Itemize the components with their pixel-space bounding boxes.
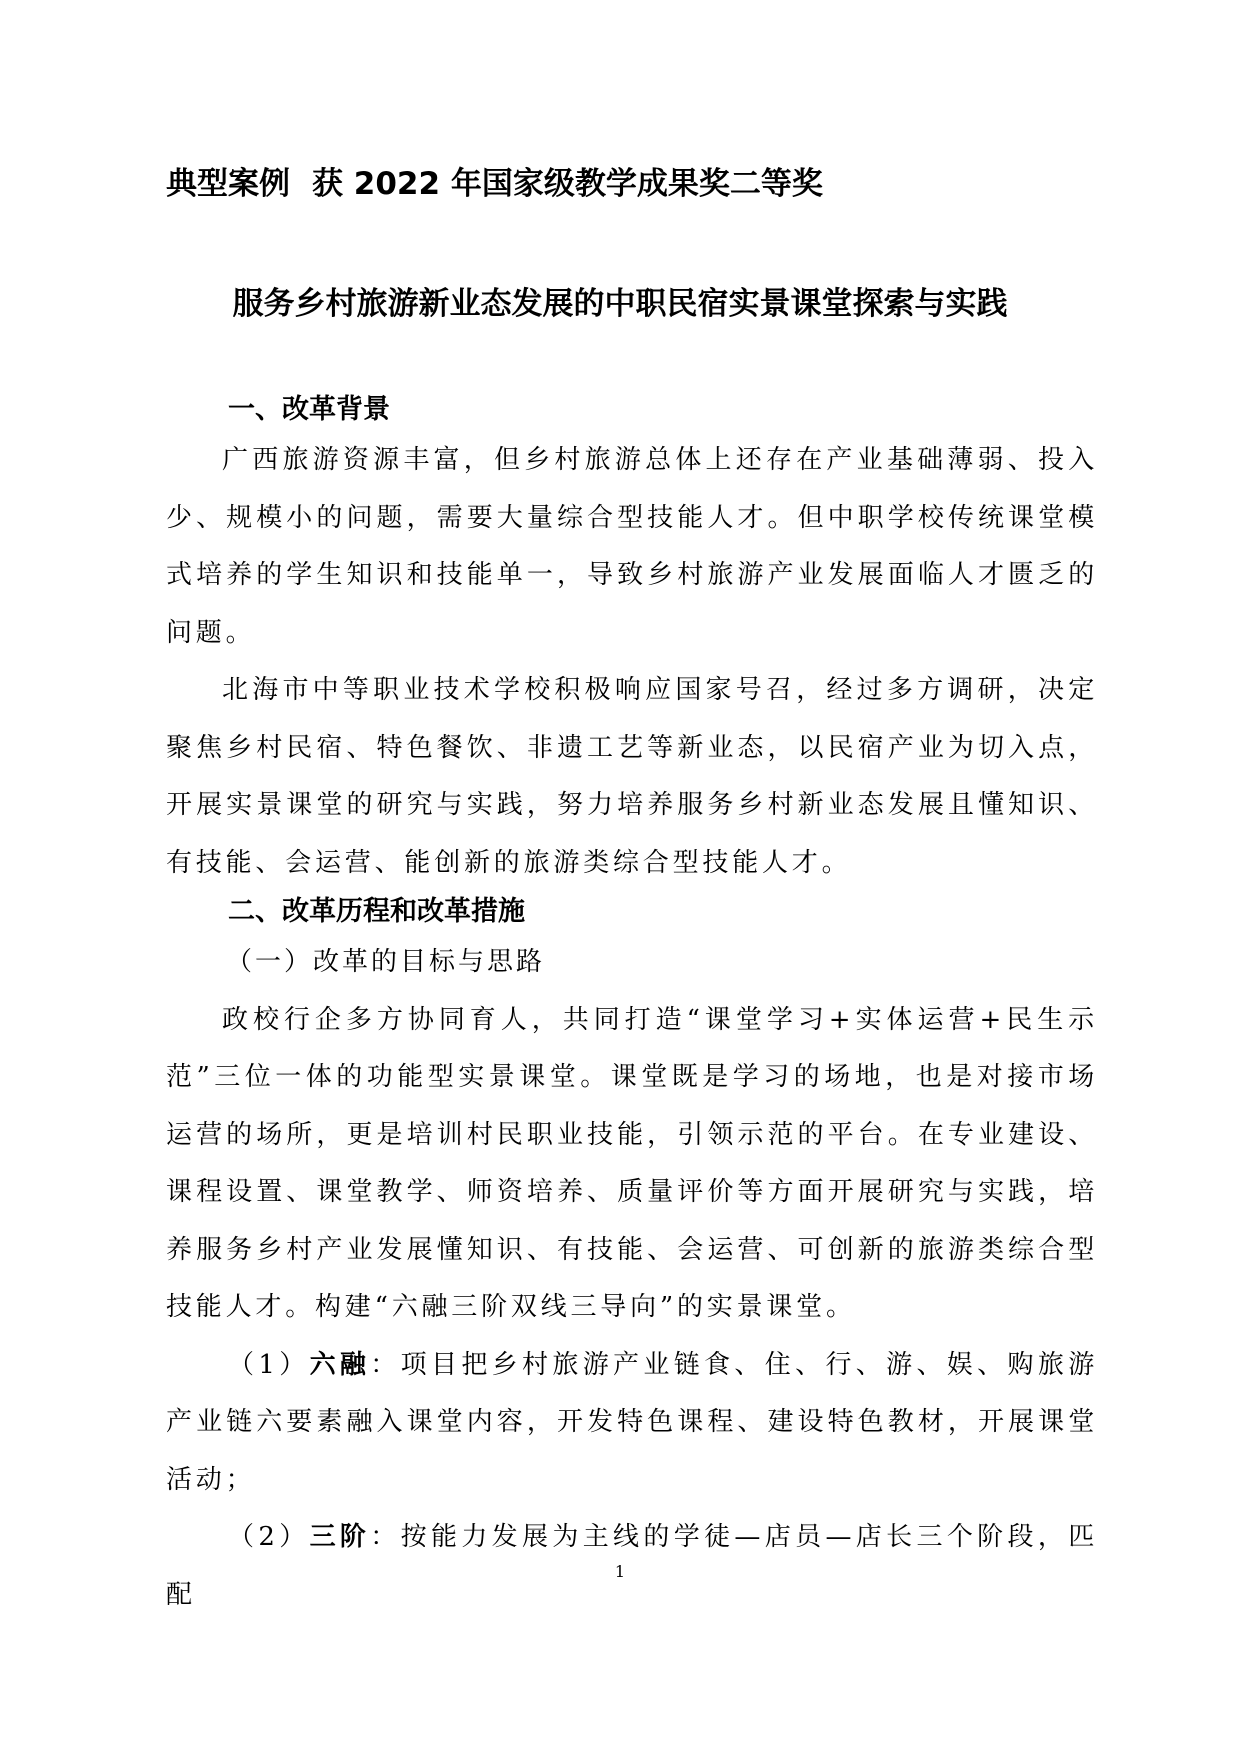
paragraph: 政校行企多方协同育人，共同打造“课堂学习+实体运营+民生示范”三位一体的功能型实景课堂。课堂既是学习的场地，也是对接市场运营的场所，更是培训村民职业技能，引领示范的平台。在专业建设、课程设置、课堂教学、师资培养、质量评价等方面开展研究与实践，培养服务乡村产业发展懂知识、有技能、会运营、可创新的旅游类综合型技能人才。构建“六融三阶双线三导向”的实景课堂。 — [166, 1004, 1098, 1322]
paragraph: 广西旅游资源丰富，但乡村旅游总体上还存在产业基础薄弱、投入少、规模小的问题，需要大量综合型技能人才。但中职学校传统课堂模式培养的学生知识和技能单一，导致乡村旅游产业发展面临人才匮乏的问题。 — [166, 445, 1098, 648]
case-header — [166, 158, 823, 203]
document-body — [166, 392, 1098, 1624]
page-number: 1 — [614, 1562, 626, 1581]
item-text: ：项目把乡村旅游产业链食、住、行、游、娱、购旅游产业链六要素融入课堂内容，开发特色课程、建设特色教材，开展课堂活动； — [166, 1349, 1098, 1495]
subsection-heading: （一）改革的目标与思路 — [226, 947, 546, 977]
item-text: ：按能力发展为主线的学徒—店员—店长三个阶段，匹配 — [166, 1522, 1098, 1610]
document-title: 服务乡村旅游新业态发展的中职民宿实景课堂探索与实践 — [232, 286, 1008, 322]
item-label: 六融 — [309, 1349, 371, 1380]
case-category: 典型案例 — [166, 166, 290, 202]
award-text: 获 2022 年国家级教学成果奖二等奖 — [312, 166, 823, 202]
item-number: （1） — [228, 1349, 310, 1380]
paragraph: 北海市中等职业技术学校积极响应国家号召，经过多方调研，决定聚焦乡村民宿、特色餐饮、非遗工艺等新业态，以民宿产业为切入点，开展实景课堂的研究与实践，努力培养服务乡村新业态发展且懂知识、有技能、会运营、能创新的旅游类综合型技能人才。 — [166, 675, 1098, 878]
section-heading-background: 一、改革背景 — [228, 394, 390, 425]
item-label: 三阶 — [309, 1522, 371, 1552]
item-number: （2） — [228, 1522, 310, 1552]
section-heading-reform: 二、改革历程和改革措施 — [228, 896, 525, 927]
list-item — [166, 1337, 1098, 1510]
